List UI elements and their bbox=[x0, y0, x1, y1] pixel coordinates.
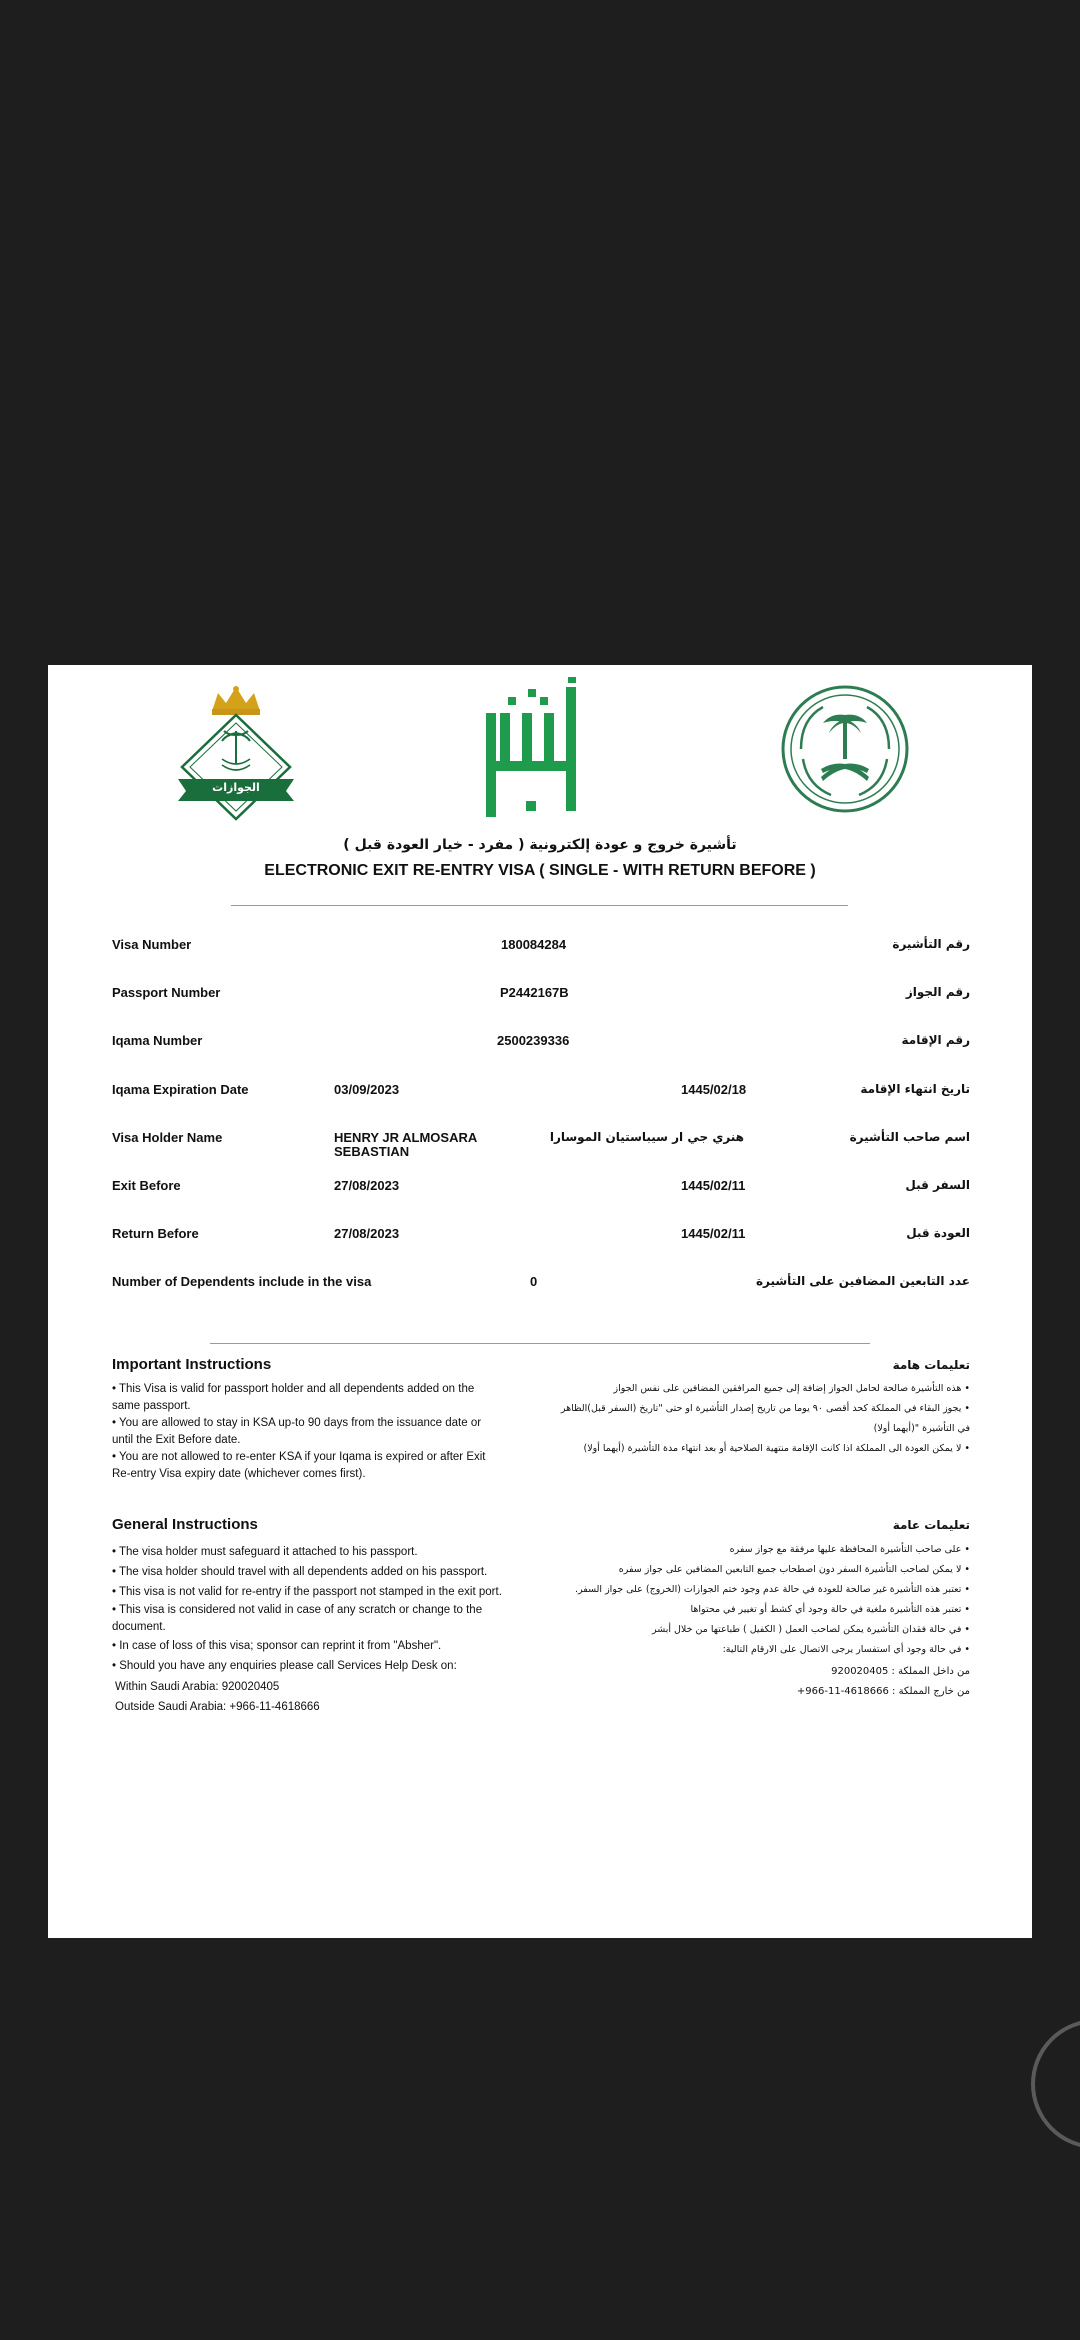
important-list bbox=[112, 1381, 492, 1483]
help-desk-within: Within Saudi Arabia: 920020405 bbox=[115, 1681, 280, 1693]
iqama-expiration-label: Iqama Expiration Date bbox=[112, 1082, 249, 1097]
return-before-hijri: 1445/02/11 bbox=[681, 1226, 746, 1241]
list-item: • This visa is considered not valid in case of any scratch or change to the document. bbox=[112, 1602, 512, 1636]
floating-action-circle[interactable] bbox=[1031, 2019, 1080, 2149]
dependents-label-ar: عدد التابعين المضافين على التأشيرة bbox=[755, 1274, 970, 1288]
exit-before-label: Exit Before bbox=[112, 1178, 181, 1193]
exit-before-value: 27/08/2023 bbox=[334, 1178, 400, 1193]
visa-document bbox=[48, 665, 1032, 1938]
list-item: • This visa is not valid for re-entry if the passport not stamped in the exit port. bbox=[112, 1582, 512, 1602]
exit-before-hijri: 1445/02/11 bbox=[681, 1178, 746, 1193]
list-item: • على صاحب التأشيرة المحافظة عليها مرفقة مع جواز سفره bbox=[550, 1540, 970, 1560]
list-item: • في حالة فقدان التأشيرة يمكن لصاحب العمل ( الكفيل ) طباعتها من خلال أبشر bbox=[550, 1620, 970, 1640]
title-english: ELECTRONIC EXIT RE-ENTRY VISA ( SINGLE - WITH RETURN BEFORE ) bbox=[264, 862, 816, 879]
divider-middle bbox=[210, 1343, 870, 1344]
passport-number-label: Passport Number bbox=[112, 985, 221, 1000]
ministry-emblem bbox=[781, 685, 909, 813]
exit-before-label-ar: السفر قبل bbox=[905, 1178, 970, 1192]
iqama-expiration-hijri: 1445/02/18 bbox=[681, 1082, 747, 1097]
general-list-ar bbox=[550, 1540, 970, 1660]
list-item: • You are not allowed to re-enter KSA if your Iqama is expired or after Exit Re-entry Visa expiry date (whichever comes first). bbox=[112, 1449, 492, 1483]
important-title-ar: تعليمات هامة bbox=[892, 1358, 970, 1372]
list-item: • هذه التأشيرة صالحة لحامل الجواز إضافة إلى جميع المرافقين المضافين على نفس الجواز bbox=[550, 1379, 970, 1399]
help-desk-outside: Outside Saudi Arabia: +966-11-4618666 bbox=[115, 1701, 320, 1713]
general-title-ar: تعليمات عامة bbox=[892, 1518, 970, 1532]
iqama-number-value: 2500239336 bbox=[497, 1033, 570, 1048]
visa-number-value: 180084284 bbox=[501, 937, 567, 952]
dependents-value: 0 bbox=[530, 1274, 538, 1289]
holder-name-value: HENRY JR ALMOSARA SEBASTIAN bbox=[334, 1130, 477, 1159]
important-list-ar bbox=[550, 1379, 970, 1459]
list-item: • تعتبر هذه التأشيرة غير صالحة للعودة في حالة عدم وجود ختم الجوازات (الخروج) على جواز السفر. bbox=[550, 1580, 970, 1600]
list-item: • Should you have any enquiries please call Services Help Desk on: bbox=[112, 1656, 512, 1676]
absher-logo bbox=[482, 677, 584, 817]
list-item: • In case of loss of this visa; sponsor can reprint it from "Absher". bbox=[112, 1636, 512, 1656]
list-item: • This Visa is valid for passport holder and all dependents added on the same passport. bbox=[112, 1381, 492, 1415]
list-item: • You are allowed to stay in KSA up-to 90 days from the issuance date or until the Exit Before date. bbox=[112, 1415, 492, 1449]
title-arabic: تأشيرة خروج و عودة إلكترونية ( مفرد - خيار العودة قبل ) bbox=[343, 837, 737, 853]
list-item: • تعتبر هذه التأشيرة ملغية في حالة وجود أي كشط أو تغيير في محتواها bbox=[550, 1600, 970, 1620]
general-list bbox=[112, 1542, 512, 1676]
help-desk-outside-ar: من خارج المملكة : 4618666-11-966+ bbox=[796, 1686, 970, 1697]
list-item: • في حالة وجود أي استفسار يرجى الاتصال على الارقام التالية: bbox=[550, 1640, 970, 1660]
iqama-number-label-ar: رقم الإقامة bbox=[901, 1033, 970, 1047]
list-item: في التأشيرة "(أيهما أولا) bbox=[873, 1423, 970, 1434]
visa-number-label-ar: رقم التأشيرة bbox=[892, 937, 970, 951]
jawazat-emblem-icon bbox=[174, 683, 298, 823]
passport-number-label-ar: رقم الجواز bbox=[905, 985, 970, 999]
holder-name-label: Visa Holder Name bbox=[112, 1130, 223, 1145]
jawazat-logo bbox=[174, 683, 298, 823]
divider-top bbox=[231, 905, 848, 906]
list-item: • The visa holder must safeguard it attached to his passport. bbox=[112, 1542, 512, 1562]
jawazat-logo-label: الجوازات bbox=[212, 781, 260, 794]
absher-logo-icon bbox=[482, 677, 584, 817]
list-item: • لا يمكن لصاحب التأشيرة السفر دون اصطحاب جميع التابعين المضافين على جواز سفره bbox=[550, 1560, 970, 1580]
list-item: • The visa holder should travel with all dependents added on his passport. bbox=[112, 1562, 512, 1582]
general-title: General Instructions bbox=[112, 1516, 258, 1533]
list-item: • لا يمكن العودة الى المملكة اذا كانت الإقامة منتهية الصلاحية أو بعد انتهاء مدة التأشيرة (أيهما أولا) bbox=[550, 1439, 970, 1459]
iqama-expiration-value: 03/09/2023 bbox=[334, 1082, 400, 1097]
iqama-expiration-label-ar: تاريخ انتهاء الإقامة bbox=[860, 1082, 970, 1096]
return-before-value: 27/08/2023 bbox=[334, 1226, 400, 1241]
passport-number-value: P2442167B bbox=[500, 985, 569, 1000]
return-before-label-ar: العودة قبل bbox=[906, 1226, 970, 1240]
list-item: • يجوز البقاء في المملكة كحد أقصى ٩٠ يوما من تاريخ إصدار التأشيرة او حتى "تاريخ (السفر قبل)الظاهر bbox=[550, 1399, 970, 1419]
dependents-label: Number of Dependents include in the visa bbox=[112, 1274, 372, 1289]
holder-name-value-ar: هنري جي ار سيباستيان الموسارا bbox=[549, 1130, 744, 1144]
iqama-number-label: Iqama Number bbox=[112, 1033, 203, 1048]
holder-name-label-ar: اسم صاحب التأشيرة bbox=[849, 1130, 970, 1144]
help-desk-within-ar: من داخل المملكة : 920020405 bbox=[831, 1666, 970, 1677]
palm-swords-icon bbox=[781, 685, 909, 813]
return-before-label: Return Before bbox=[112, 1226, 199, 1241]
important-title: Important Instructions bbox=[112, 1356, 272, 1373]
visa-number-label: Visa Number bbox=[112, 937, 192, 952]
